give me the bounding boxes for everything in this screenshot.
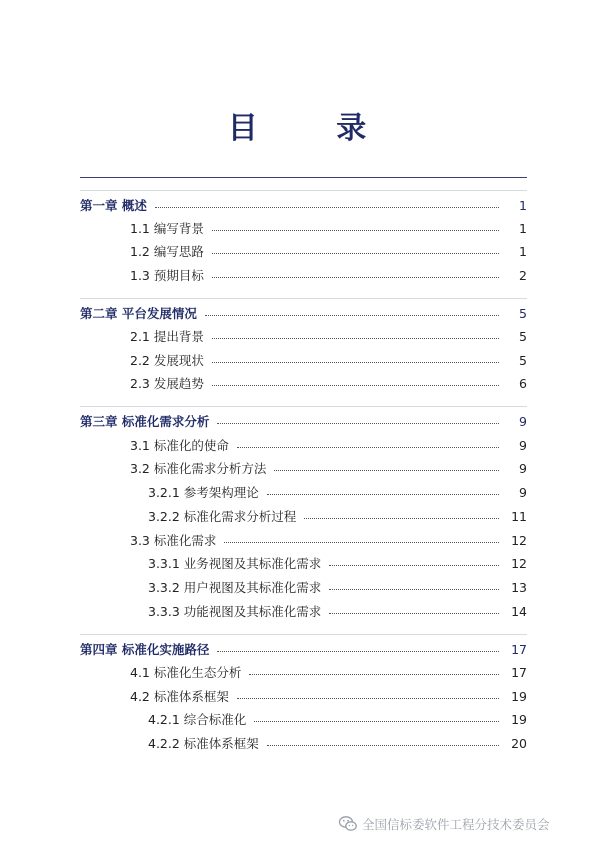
- toc-page-number: 17: [511, 664, 527, 680]
- dot-leader: [212, 277, 499, 278]
- chapter-divider: [80, 190, 527, 191]
- dot-leader: [155, 207, 499, 208]
- toc-entry-label: 3.2.1 参考架构理论: [148, 485, 259, 500]
- toc-entry-label: 第二章 平台发展情况: [80, 306, 197, 321]
- toc-entry-label: 2.3 发展趋势: [130, 376, 204, 391]
- dot-leader: [254, 721, 499, 722]
- toc-page-number: 13: [511, 579, 527, 595]
- toc-entry-label: 第四章 标准化实施路径: [80, 642, 210, 657]
- toc-page-number: 1: [519, 197, 527, 213]
- dot-leader: [217, 651, 499, 652]
- toc-subsection-entry[interactable]: [0, 600, 600, 622]
- toc-subsection-entry[interactable]: [0, 505, 600, 527]
- dot-leader: [267, 745, 499, 746]
- toc-subsection-entry[interactable]: [0, 732, 600, 754]
- toc-page-number: 1: [519, 243, 527, 259]
- toc-section-entry[interactable]: [0, 661, 600, 683]
- toc-section-entry[interactable]: [0, 264, 600, 286]
- toc-entry-label: 2.2 发展现状: [130, 353, 204, 368]
- toc-section-entry[interactable]: [0, 372, 600, 394]
- dot-leader: [205, 315, 499, 316]
- toc-page-number: 6: [519, 375, 527, 391]
- dot-leader: [224, 542, 499, 543]
- toc-entry-label: 4.2.1 综合标准化: [148, 712, 247, 727]
- toc-page-number: 12: [511, 532, 527, 548]
- toc-entry-label: 2.1 提出背景: [130, 329, 204, 344]
- dot-leader: [212, 362, 499, 363]
- toc-entry-label: 4.2.2 标准体系框架: [148, 736, 259, 751]
- dot-leader: [249, 674, 499, 675]
- toc-subsection-entry[interactable]: [0, 481, 600, 503]
- toc-chapter-entry[interactable]: [0, 302, 600, 324]
- dot-leader: [237, 698, 499, 699]
- toc-page-number: 20: [511, 735, 527, 751]
- toc-page-number: 14: [511, 603, 527, 619]
- toc-entry-label: 第三章 标准化需求分析: [80, 414, 210, 429]
- dot-leader: [329, 589, 499, 590]
- page-title: 目 录: [227, 111, 401, 146]
- toc-page-number: 12: [511, 555, 527, 571]
- toc-entry-label: 4.1 标准化生态分析: [130, 665, 242, 680]
- dot-leader: [212, 385, 499, 386]
- toc-section-entry[interactable]: [0, 325, 600, 347]
- toc-subsection-entry[interactable]: [0, 708, 600, 730]
- dot-leader: [212, 230, 499, 231]
- toc-entry-label: 1.2 编写思路: [130, 244, 204, 259]
- toc-section-entry[interactable]: [0, 457, 600, 479]
- toc-page-number: 1: [519, 220, 527, 236]
- toc-page-number: 2: [519, 267, 527, 283]
- dot-leader: [212, 338, 499, 339]
- toc-section-entry[interactable]: [0, 349, 600, 371]
- toc-page-number: 5: [519, 328, 527, 344]
- dot-leader: [217, 423, 499, 424]
- watermark-text: 全国信标委软件工程分技术委员会: [362, 817, 550, 832]
- toc-page-number: 5: [519, 352, 527, 368]
- toc-section-entry[interactable]: [0, 685, 600, 707]
- dot-leader: [329, 613, 499, 614]
- toc-section-entry[interactable]: [0, 240, 600, 262]
- dot-leader: [237, 447, 499, 448]
- toc-chapter-entry[interactable]: [0, 638, 600, 660]
- chapter-divider: [80, 406, 527, 407]
- dot-leader: [267, 494, 499, 495]
- toc-entry-label: 3.3.2 用户视图及其标准化需求: [148, 580, 322, 595]
- dot-leader: [212, 253, 499, 254]
- dot-leader: [329, 565, 499, 566]
- toc-entry-label: 第一章 概述: [80, 198, 147, 213]
- wechat-logo-icon: [338, 814, 358, 834]
- toc-chapter-entry[interactable]: [0, 194, 600, 216]
- toc-page-number: 19: [511, 711, 527, 727]
- toc-page-number: 5: [519, 305, 527, 321]
- toc-entry-label: 3.3.1 业务视图及其标准化需求: [148, 556, 322, 571]
- toc-page-number: 9: [519, 413, 527, 429]
- toc-page-number: 9: [519, 460, 527, 476]
- toc-entry-label: 3.2.2 标准化需求分析过程: [148, 509, 297, 524]
- toc-entry-label: 4.2 标准体系框架: [130, 689, 229, 704]
- chapter-divider: [80, 634, 527, 635]
- toc-page-number: 9: [519, 437, 527, 453]
- dot-leader: [274, 470, 499, 471]
- chapter-divider: [80, 298, 527, 299]
- toc-page-number: 19: [511, 688, 527, 704]
- toc-entry-label: 3.1 标准化的使命: [130, 438, 229, 453]
- title-divider: [80, 177, 527, 178]
- toc-chapter-entry[interactable]: [0, 410, 600, 432]
- toc-section-entry[interactable]: [0, 217, 600, 239]
- toc-entry-label: 3.2 标准化需求分析方法: [130, 461, 267, 476]
- watermark: [338, 811, 598, 837]
- toc-page-number: 17: [511, 641, 527, 657]
- toc-subsection-entry[interactable]: [0, 576, 600, 598]
- toc-subsection-entry[interactable]: [0, 552, 600, 574]
- toc-page-number: 11: [511, 508, 527, 524]
- toc-entry-label: 3.3.3 功能视图及其标准化需求: [148, 604, 322, 619]
- toc-entry-label: 1.1 编写背景: [130, 221, 204, 236]
- toc-section-entry[interactable]: [0, 434, 600, 456]
- toc-entry-label: 1.3 预期目标: [130, 268, 204, 283]
- toc-entry-label: 3.3 标准化需求: [130, 533, 217, 548]
- toc-section-entry[interactable]: [0, 529, 600, 551]
- toc-page-number: 9: [519, 484, 527, 500]
- dot-leader: [304, 518, 499, 519]
